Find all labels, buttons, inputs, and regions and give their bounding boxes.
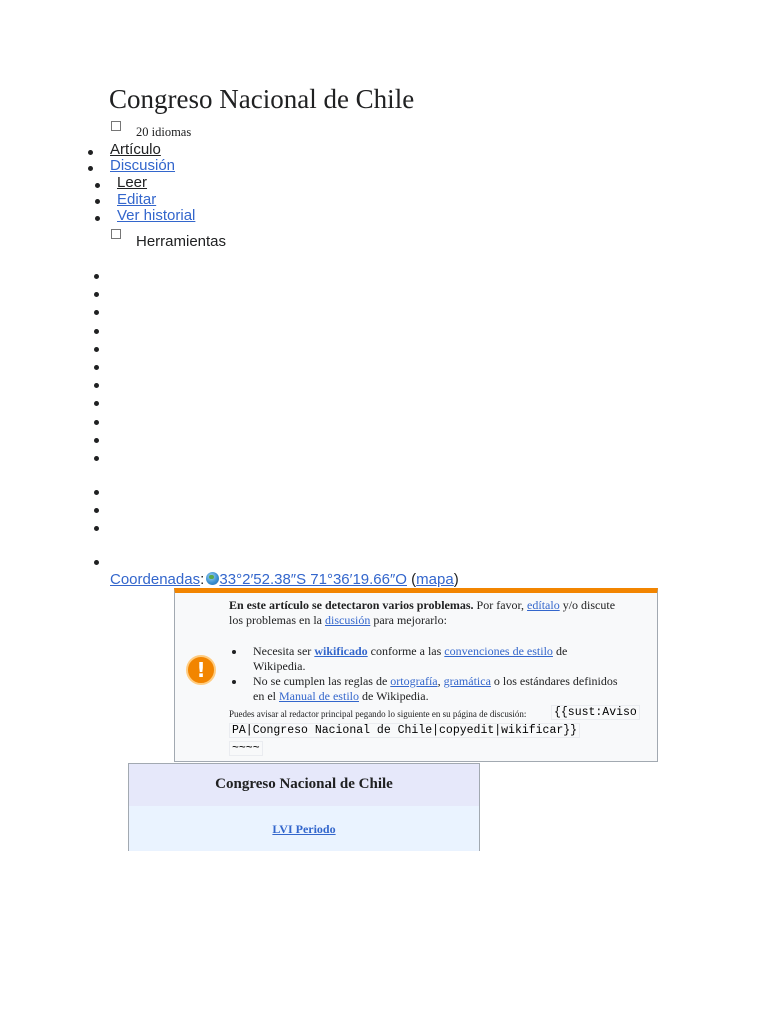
tools-list-item <box>94 292 99 297</box>
page-title: Congreso Nacional de Chile <box>109 84 415 114</box>
paren-open: ( <box>411 571 417 588</box>
infobox-period <box>129 822 479 837</box>
tools-label[interactable]: Herramientas <box>136 233 227 250</box>
bullet <box>232 680 236 684</box>
spelling-link[interactable]: ortografía <box>390 674 438 688</box>
tools-list-item <box>94 508 99 513</box>
tools-list-item <box>94 490 99 495</box>
notice-line-1 <box>229 598 615 613</box>
map-link[interactable]: mapa <box>416 571 454 588</box>
view-leer[interactable]: Leer <box>117 174 148 191</box>
warning-icon: ! <box>186 655 216 685</box>
coordinates-value-link[interactable]: 33°2′52.38″S 71°36′19.66″O <box>219 571 407 588</box>
bullet <box>88 150 93 155</box>
view-editar[interactable]: Editar <box>117 191 157 208</box>
bullet <box>95 216 100 221</box>
languages-label[interactable]: 20 idiomas <box>136 125 192 139</box>
style-conventions-link[interactable]: convenciones de estilo <box>444 644 553 658</box>
discussion-link[interactable]: discusión <box>324 613 371 627</box>
tools-list-item <box>94 526 99 531</box>
tools-toggle-checkbox[interactable] <box>111 229 121 239</box>
template-code-line-3[interactable]: ~~~~ <box>229 741 263 756</box>
tools-list-item <box>94 347 99 352</box>
notice-text: Por favor, <box>473 598 528 612</box>
notice-text: de Wikipedia. <box>358 689 429 703</box>
notice-item-1-line-2: Wikipedia. <box>253 659 306 673</box>
coordinates-line <box>110 571 459 588</box>
notice-heading: En este artículo se detectaron varios problemas. <box>229 598 474 612</box>
notice-line-2 <box>229 613 447 628</box>
notice-text: o los estándares definidos <box>490 674 618 688</box>
notice-text: Necesita ser <box>253 644 315 658</box>
tools-list-item <box>94 274 99 279</box>
notice-text: , <box>437 674 444 688</box>
language-toggle-checkbox[interactable] <box>111 121 121 131</box>
bullet <box>95 183 100 188</box>
tools-list-item <box>94 383 99 388</box>
notice-text: los problemas en la <box>229 613 325 627</box>
wikificado-link[interactable]: wikificado <box>314 644 368 658</box>
tools-list-item <box>94 365 99 370</box>
paren-close: ) <box>453 571 459 588</box>
bullet <box>88 166 93 171</box>
tools-list-item <box>94 438 99 443</box>
notice-item-2-line-2 <box>253 689 429 704</box>
maintenance-notice <box>174 588 658 762</box>
notice-text: para mejorarlo: <box>370 613 447 627</box>
notice-text: en el <box>253 689 279 703</box>
infobox <box>128 763 480 851</box>
notice-text: conforme a las <box>367 644 445 658</box>
style-manual-link[interactable]: Manual de estilo <box>279 689 359 703</box>
tab-discusion[interactable]: Discusión <box>110 157 176 174</box>
infobox-title: Congreso Nacional de Chile <box>129 764 479 806</box>
tab-articulo[interactable]: Artículo <box>110 141 161 158</box>
notice-text: No se cumplen las reglas de <box>253 674 391 688</box>
tools-list-item <box>94 310 99 315</box>
notice-text: de <box>552 644 568 658</box>
period-link[interactable]: LVI Periodo <box>272 822 336 836</box>
grammar-link[interactable]: gramática <box>443 674 491 688</box>
bullet <box>95 199 100 204</box>
bullet <box>232 650 236 654</box>
coordinates-link[interactable]: Coordenadas <box>110 571 201 588</box>
notice-item-1 <box>253 644 567 659</box>
tools-list-item <box>94 560 99 565</box>
tools-list-item <box>94 420 99 425</box>
tools-list-item <box>94 329 99 334</box>
tools-list-item <box>94 456 99 461</box>
notice-text: y/o discute <box>559 598 616 612</box>
view-ver-historial[interactable]: Ver historial <box>117 207 196 224</box>
tools-list-item <box>94 401 99 406</box>
template-code-line-2[interactable]: PA|Congreso Nacional de Chile|copyedit|wikificar}} <box>229 723 580 738</box>
coordinates-colon: : <box>200 571 205 588</box>
edit-link[interactable]: edítalo <box>527 598 560 612</box>
notify-text: Puedes avisar al redactor principal pegando lo siguiente en su página de discusión: <box>229 709 527 719</box>
template-code-line-1[interactable]: {{sust:Aviso <box>551 705 640 720</box>
notice-item-2 <box>253 674 618 689</box>
globe-icon[interactable] <box>206 572 219 585</box>
